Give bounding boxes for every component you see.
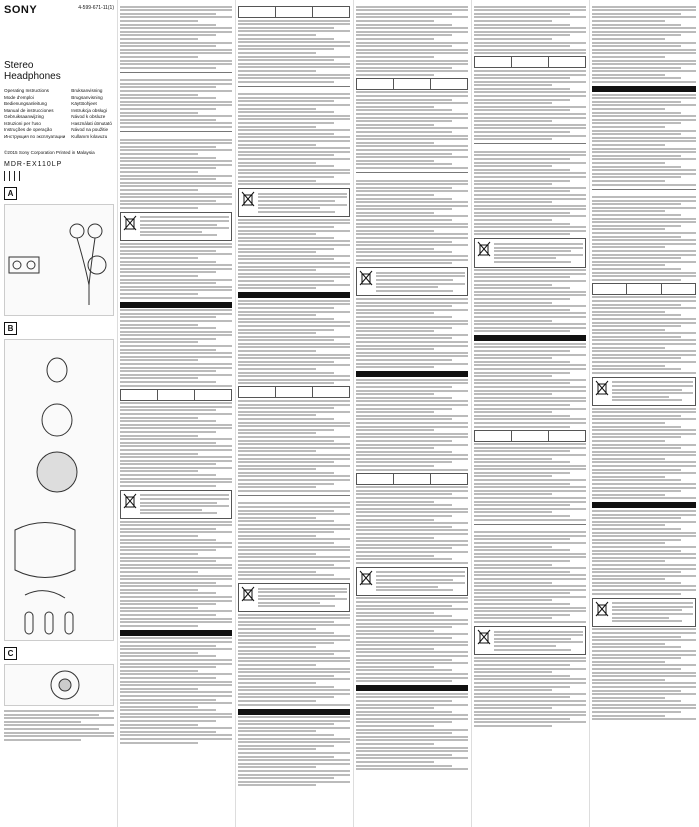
section-a-label: A: [4, 187, 17, 200]
document-code: 4-599-671-11(1): [78, 5, 114, 11]
section-heading-bar: [120, 630, 232, 636]
text-block: [238, 93, 350, 185]
product-line-2: Headphones: [4, 71, 61, 82]
text-block: [140, 493, 229, 516]
language-item: Návod na použitie: [71, 127, 109, 132]
section-heading-bar: [474, 143, 586, 149]
section-heading-bar: [592, 86, 696, 92]
language-item: Instrukcja obsługi: [71, 107, 107, 113]
language-item: Istruzioni per l'uso: [4, 120, 41, 126]
earbud-tip-sizes-illustration: [5, 340, 113, 640]
language-item: Mode d'emploi: [4, 94, 34, 100]
text-block: [474, 151, 586, 236]
text-block: [356, 597, 468, 682]
language-item: Kullanım kılavuzu: [71, 133, 108, 139]
crossed-bin-icon: [123, 215, 137, 231]
disposal-notice: [474, 626, 586, 655]
section-heading-bar: [356, 685, 468, 691]
text-block: [356, 379, 468, 471]
text-block: [592, 94, 696, 186]
text-column-4: [356, 4, 468, 823]
section-heading-bar: [238, 86, 350, 92]
crossed-bin-icon: [477, 241, 491, 257]
language-item: Bruksanvisning: [71, 88, 103, 93]
text-block: [120, 521, 232, 627]
section-heading-bar: [238, 495, 350, 501]
text-block: [120, 402, 232, 487]
text-column-3: [238, 4, 350, 823]
section-heading-bar: [120, 302, 232, 308]
section-b-label: B: [4, 322, 17, 335]
text-block: [356, 693, 468, 770]
text-block: [592, 6, 696, 83]
section-heading-bar: [356, 371, 468, 377]
text-block: [592, 196, 696, 281]
text-block: [612, 601, 693, 624]
crossed-bin-icon: [477, 629, 491, 645]
text-block: [474, 657, 586, 727]
text-block: [592, 628, 696, 720]
section-heading-bar: [356, 172, 468, 178]
text-block: [474, 531, 586, 623]
spec-table: [356, 473, 468, 485]
text-column-5: [474, 4, 586, 823]
text-block: [592, 296, 696, 373]
crossed-bin-icon: [595, 601, 609, 617]
text-block: [356, 91, 468, 168]
text-column-2: [120, 4, 232, 823]
disposal-notice: [238, 583, 350, 612]
disposal-notice: [474, 238, 586, 267]
text-block: [494, 629, 583, 652]
disposal-notice: [356, 567, 468, 596]
language-item: Gebruiksaanwijzing: [4, 114, 44, 119]
language-item: Operating Instructions: [4, 88, 49, 93]
text-block: [238, 502, 350, 579]
section-heading-bar: [238, 709, 350, 715]
section-heading-bar: [238, 292, 350, 298]
text-block: [474, 6, 586, 55]
section-heading-bar: [120, 131, 232, 137]
text-block: [238, 20, 350, 83]
text-block: [356, 6, 468, 76]
disposal-notice: [592, 598, 696, 627]
language-item: Инструкция по эксплуатации: [4, 133, 66, 139]
text-block: [120, 6, 232, 69]
disposal-notice: [356, 267, 468, 296]
language-list-right: [71, 88, 112, 140]
language-item: Brugsanvisning: [71, 94, 103, 100]
text-block: [376, 270, 465, 293]
section-heading-bar: [120, 72, 232, 78]
spec-table: [238, 386, 350, 398]
text-block: [238, 614, 350, 706]
crossed-bin-icon: [359, 270, 373, 286]
language-item: Manual de instrucciones: [4, 107, 54, 113]
text-block: [120, 309, 232, 386]
text-block: [120, 243, 232, 299]
language-item: Käyttöohjeet: [71, 101, 97, 106]
text-block: [494, 241, 583, 264]
text-block: [474, 443, 586, 520]
brand-logo: SONY: [4, 4, 38, 16]
crossed-bin-icon: [359, 570, 373, 586]
figure-b: [4, 339, 114, 641]
text-block: [356, 486, 468, 563]
section-heading-bar: [474, 335, 586, 341]
model-number: MDR-EX110LP: [4, 161, 63, 168]
product-line-1: Stereo: [4, 60, 34, 71]
text-block: [4, 710, 114, 741]
disposal-notice: [238, 188, 350, 217]
text-block: [474, 343, 586, 428]
text-block: [238, 400, 350, 492]
language-list: [4, 88, 114, 140]
figure-a: [4, 204, 114, 316]
text-block: [474, 269, 586, 332]
crossed-bin-icon: [123, 493, 137, 509]
text-block: [612, 380, 693, 403]
section-c-label: C: [4, 647, 17, 660]
text-block: [140, 215, 229, 238]
text-block: [238, 300, 350, 385]
text-block: [376, 570, 465, 593]
crossed-bin-icon: [241, 191, 255, 207]
text-block: [120, 79, 232, 128]
language-item: Használati útmutató: [71, 120, 112, 126]
section-heading-bar: [592, 189, 696, 195]
text-block: [592, 408, 696, 500]
disposal-notice: [592, 377, 696, 406]
disposal-notice: [120, 212, 232, 241]
cover-column: [4, 4, 114, 823]
earbuds-illustration: [5, 205, 113, 315]
copyright: ©2015 Sony Corporation Printed in Malaysia: [4, 150, 95, 155]
language-item: Instruções de operação: [4, 127, 53, 132]
crossed-bin-icon: [241, 586, 255, 602]
ear-fit-illustration: [5, 665, 113, 705]
text-block: [238, 219, 350, 289]
text-block: [474, 70, 586, 140]
barcode-marks: [4, 171, 114, 181]
text-block: [356, 298, 468, 368]
spec-table: [474, 56, 586, 68]
text-block: [120, 637, 232, 743]
section-heading-bar: [474, 524, 586, 530]
section-heading-bar: [592, 502, 696, 508]
text-block: [356, 180, 468, 265]
disposal-notice: [120, 490, 232, 519]
spec-table: [474, 430, 586, 442]
figure-c: [4, 664, 114, 706]
spec-table: [592, 283, 696, 295]
spec-table: [120, 389, 232, 401]
product-name: [4, 60, 114, 82]
text-block: [238, 716, 350, 786]
text-block: [258, 191, 347, 214]
text-column-6: [592, 4, 696, 823]
spec-table: [238, 6, 350, 18]
language-list-left: [4, 88, 65, 140]
text-block: [592, 510, 696, 595]
crossed-bin-icon: [595, 380, 609, 396]
language-item: Návod k obsluze: [71, 114, 106, 119]
language-item: Bedienungsanleitung: [4, 101, 47, 106]
text-block: [120, 139, 232, 209]
spec-table: [356, 78, 468, 90]
text-block: [258, 586, 347, 609]
